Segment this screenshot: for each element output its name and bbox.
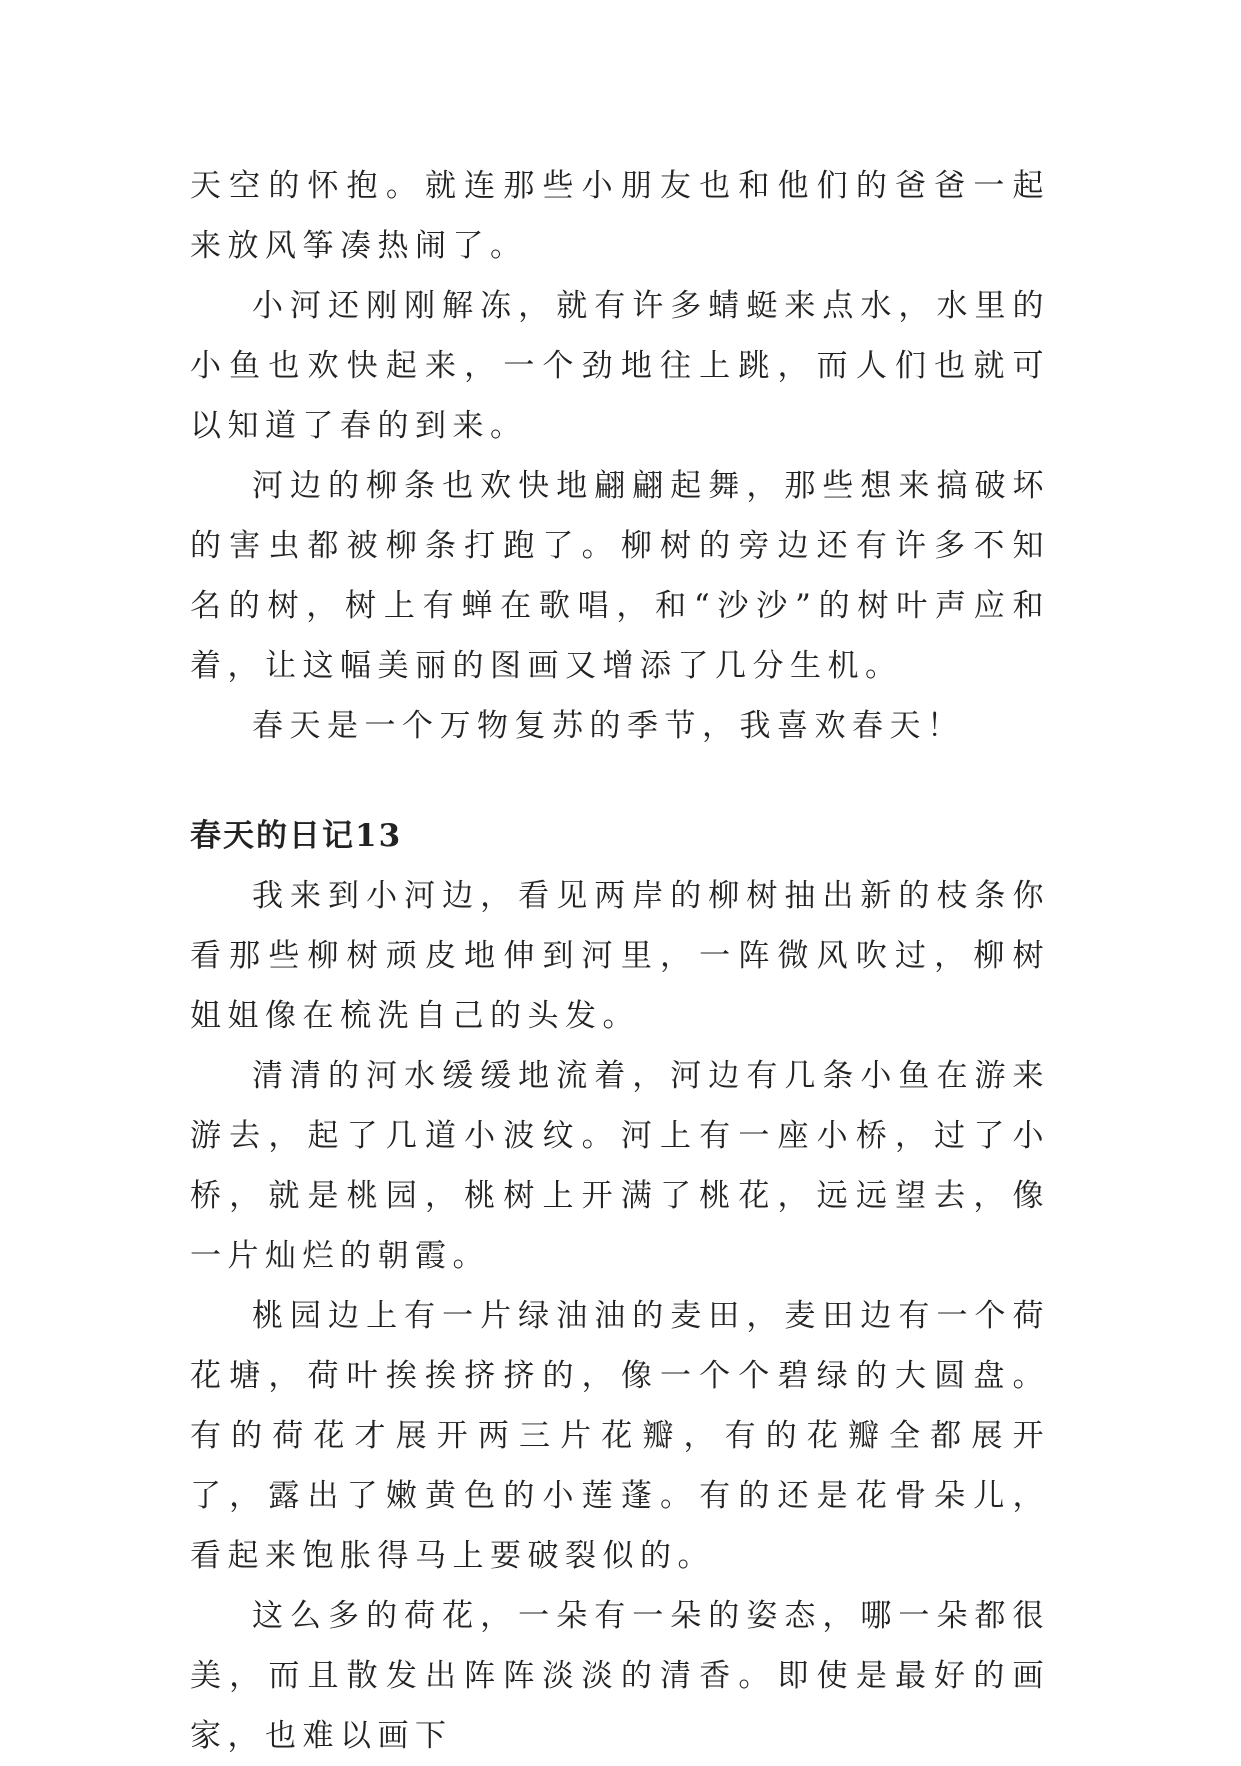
paragraph: 桃园边上有一片绿油油的麦田，麦田边有一个荷花塘，荷叶挨挨挤挤的，像一个个碧绿的大圆盘。有的荷花才展开两三片花瓣，有的花瓣全都展开了，露出了嫩黄色的小莲蓬。有的还是花骨朵儿，看起来饱胀得马上要破裂似的。	[190, 1298, 1050, 1574]
paragraph: 这么多的荷花，一朵有一朵的姿态，哪一朵都很美，而且散发出阵阵淡淡的清香。即使是最好的画家，也难以画下	[190, 1598, 1050, 1754]
paragraph: 小河还刚刚解冻，就有许多蜻蜓来点水，水里的小鱼也欢快起来，一个劲地往上跳，而人们也就可以知道了春的到来。	[190, 288, 1050, 444]
document-page	[190, 156, 1050, 1766]
paragraph: 清清的河水缓缓地流着，河边有几条小鱼在游来游去，起了几道小波纹。河上有一座小桥，过了小桥，就是桃园，桃树上开满了桃花，远远望去，像一片灿烂的朝霞。	[190, 1058, 1050, 1274]
paragraph-continuation: 天空的怀抱。就连那些小朋友也和他们的爸爸一起来放风筝凑热闹了。	[190, 168, 1050, 264]
paragraph: 河边的柳条也欢快地翩翩起舞，那些想来搞破坏的害虫都被柳条打跑了。柳树的旁边还有许多不知名的树，树上有蝉在歌唱，和“沙沙”的树叶声应和着，让这幅美丽的图画又增添了几分生机。	[190, 468, 1050, 684]
paragraph: 我来到小河边，看见两岸的柳树抽出新的枝条你看那些柳树顽皮地伸到河里，一阵微风吹过，柳树姐姐像在梳洗自己的头发。	[190, 878, 1050, 1034]
section-title: 春天的日记13	[190, 818, 403, 854]
paragraph: 春天是一个万物复苏的季节，我喜欢春天！	[252, 708, 965, 744]
